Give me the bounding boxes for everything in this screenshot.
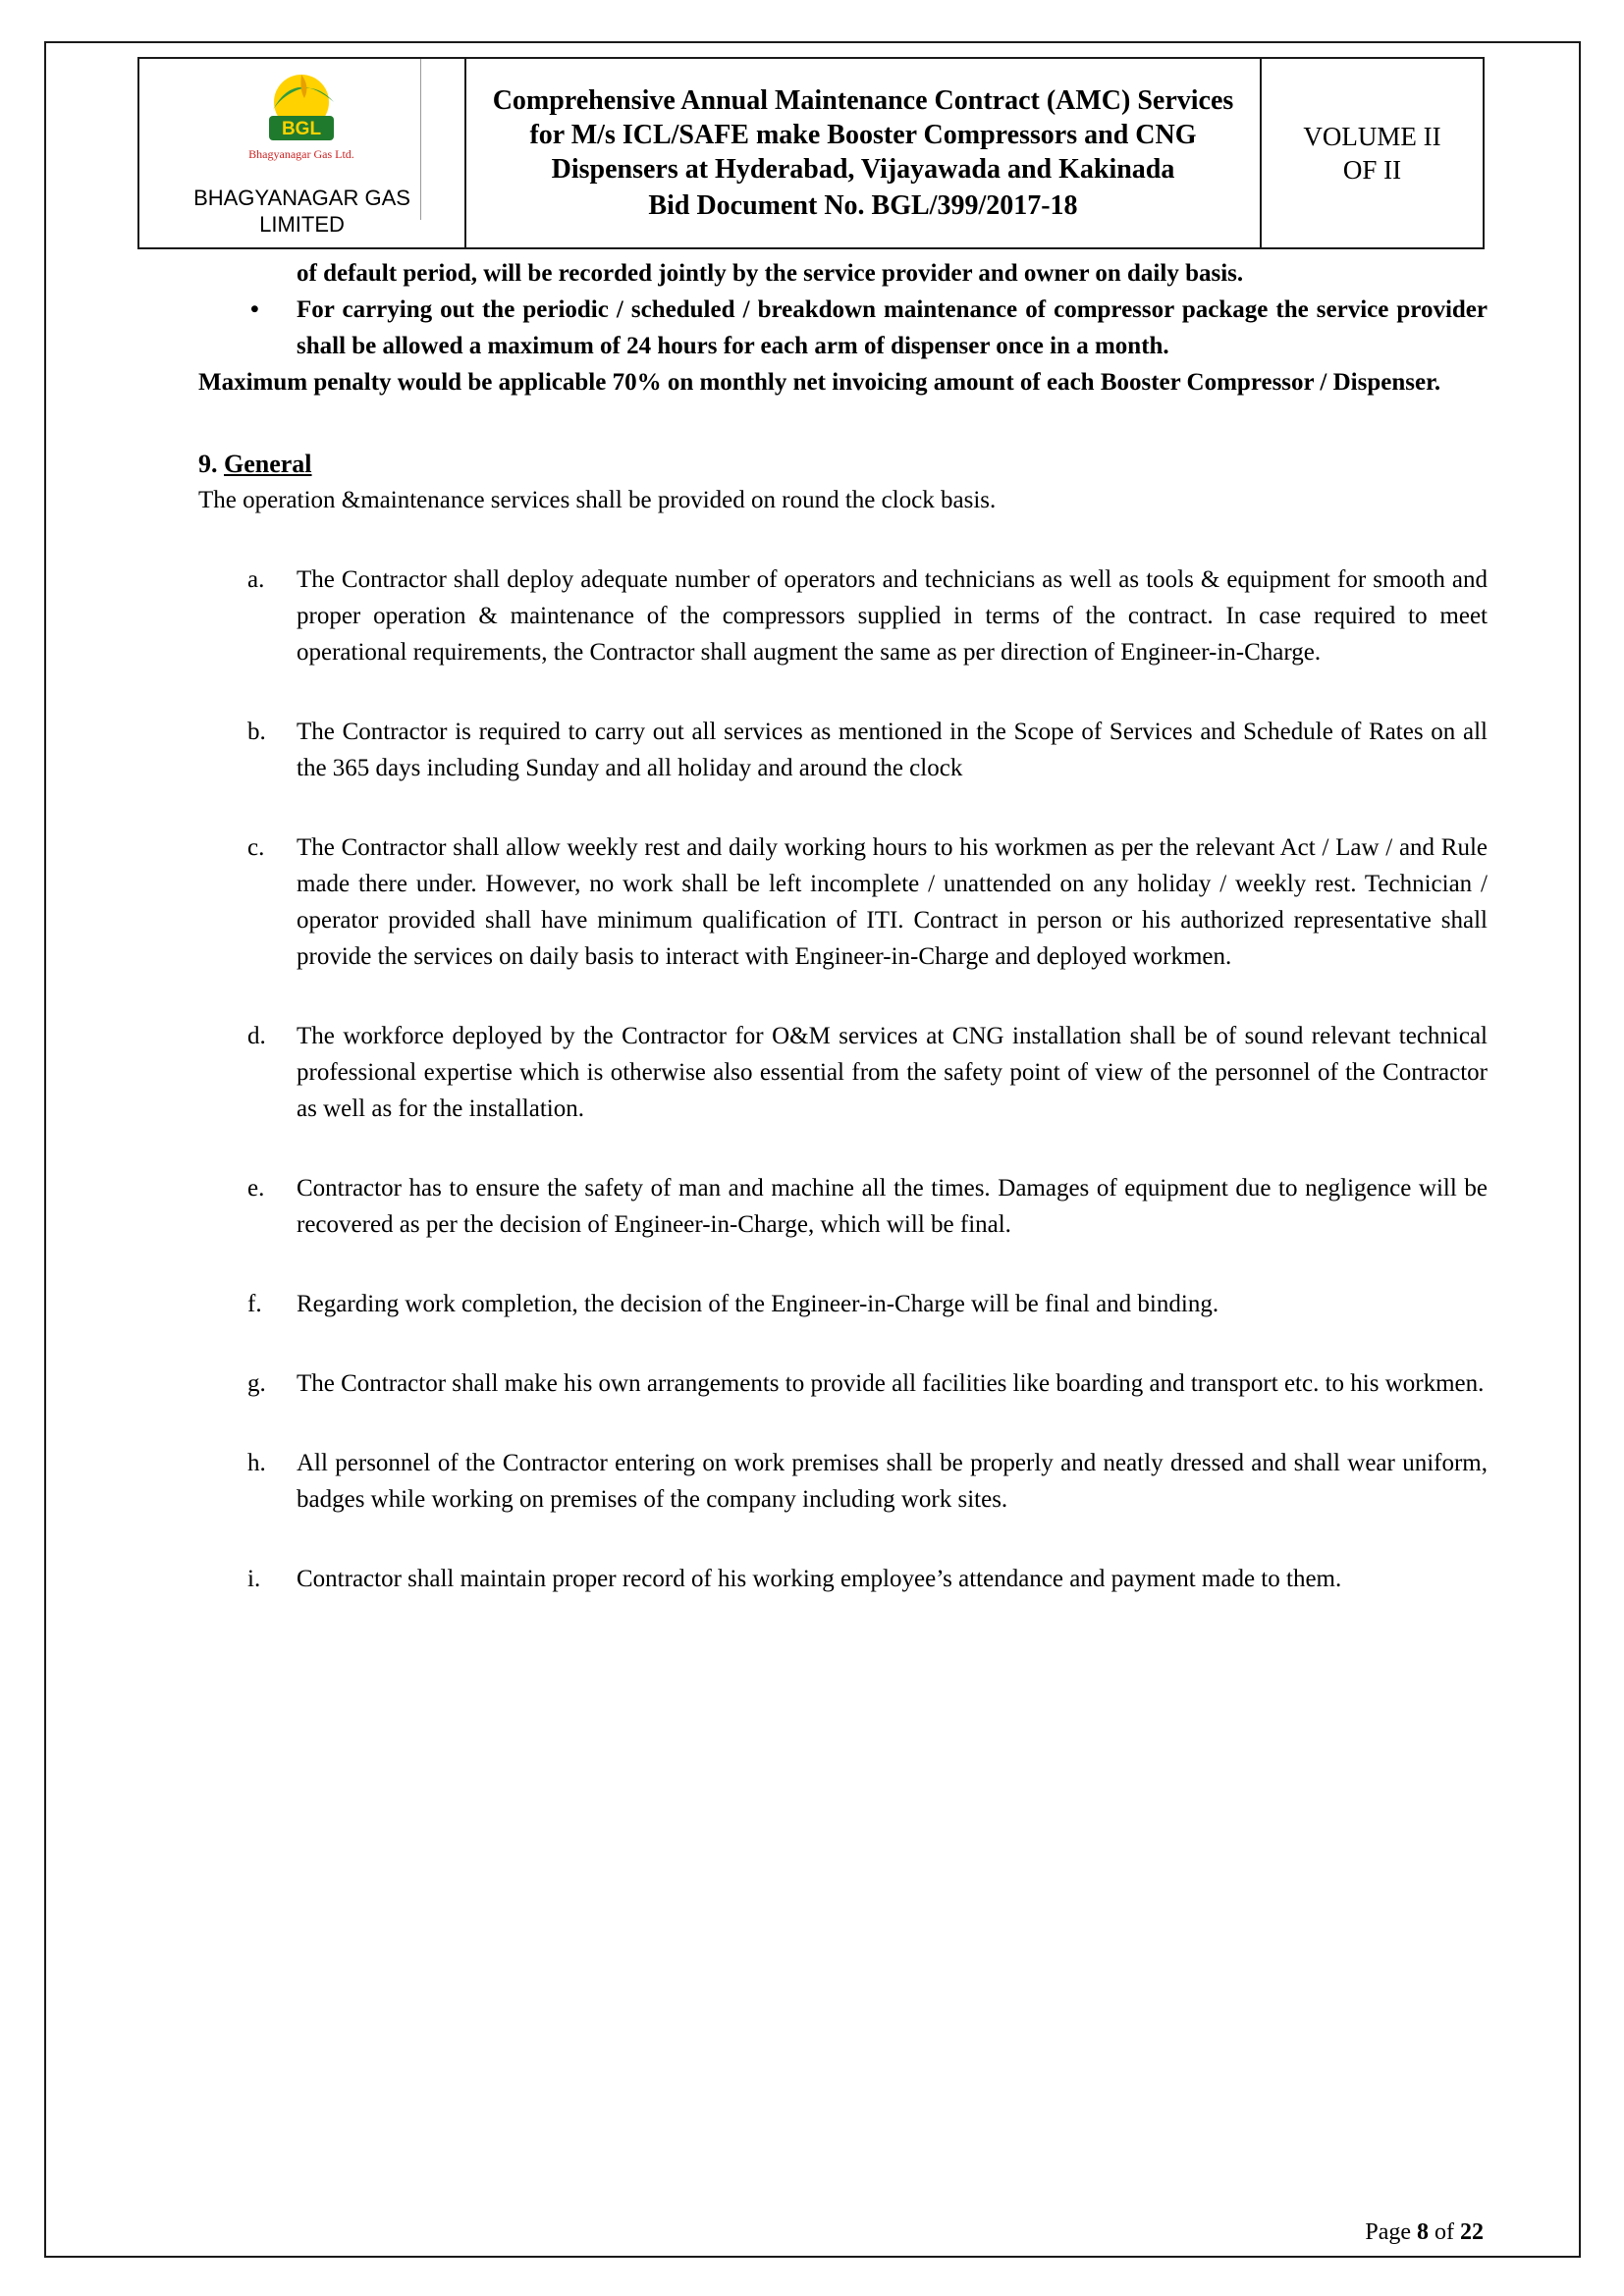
company-name-line2: LIMITED — [259, 212, 345, 237]
list-item-c — [247, 829, 1488, 975]
list-item-f — [247, 1286, 1488, 1322]
section-title: General — [224, 450, 312, 478]
list-text: The Contractor shall allow weekly rest and daily working hours to his workmen as per the relevant Act / Law / and Rule made there under. However, no work shall be left incomplete / unattended on any holiday / weekly rest. Technician / operator provided shall have minimum qualification of ITI. Contract in person or his authorized representative shall provide the services on daily basis to interact with Engineer-in-Charge and deployed workmen. — [297, 834, 1488, 970]
header-table — [137, 57, 1485, 249]
list-text: Contractor has to ensure the safety of man and machine all the times. Damages of equipment due to negligence will be recovered as per the decision of Engineer-in-Charge, which will be final. — [297, 1175, 1488, 1238]
list-letter: g. — [247, 1370, 266, 1397]
list-letter: f. — [247, 1291, 262, 1317]
list-text: Contractor shall maintain proper record of his working employee’s attendance and payment made to them. — [297, 1566, 1342, 1592]
page-footer — [1365, 2219, 1484, 2246]
list-letter: h. — [247, 1450, 266, 1476]
list-item-i — [247, 1561, 1488, 1597]
bid-document-number: Bid Document No. BGL/399/2017-18 — [648, 190, 1078, 221]
page-border — [44, 41, 1581, 2258]
list-text: Regarding work completion, the decision of the Engineer-in-Charge will be final and binding. — [297, 1291, 1219, 1317]
paragraph-continuation: of default period, will be recorded jointly by the service provider and owner on daily basis. — [297, 260, 1244, 287]
page-label: Page — [1365, 2219, 1417, 2245]
total-pages: 22 — [1460, 2219, 1484, 2245]
section-intro: The operation &maintenance services shall be provided on round the clock basis. — [198, 487, 997, 513]
list-letter: d. — [247, 1023, 266, 1049]
volume-line2: OF II — [1342, 155, 1402, 185]
list-text: The Contractor shall deploy adequate number of operators and technicians as well as tools & equipment for smooth and proper operation & maintenance of the compressors supplied in terms of the contract. In case required to meet operational requirements, the Contractor shall augment the same as per direction of Engineer-in-Charge. — [297, 566, 1488, 666]
document-title: Comprehensive Annual Maintenance Contract (AMC) Services for M/s ICL/SAFE make Booster Compressors and CNG Dispensers at Hyderabad, Vijayawada and Kakinada — [492, 85, 1234, 185]
list-text: The workforce deployed by the Contractor for O&M services at CNG installation shall be of sound relevant technical professional expertise which is otherwise also essential from the safety point of view of the personnel of the Contractor as well as for the installation. — [297, 1023, 1488, 1122]
list-text: The Contractor shall make his own arrangements to provide all facilities like boarding and transport etc. to his workmen. — [297, 1370, 1485, 1397]
paragraph-penalty: Maximum penalty would be applicable 70% on monthly net invoicing amount of each Booster Compressor / Dispenser. — [198, 369, 1441, 396]
list-letter: c. — [247, 834, 265, 861]
company-name-line1: BHAGYANAGAR GAS — [193, 186, 410, 210]
of-label: of — [1429, 2219, 1460, 2245]
list-item-a — [247, 561, 1488, 670]
list-letter: a. — [247, 566, 265, 593]
bgl-logo-icon — [245, 67, 358, 177]
page-number: 8 — [1417, 2219, 1429, 2245]
list-text: The Contractor is required to carry out all services as mentioned in the Scope of Services and Schedule of Rates on all the 365 days including Sunday and all holiday and around the clock — [297, 719, 1488, 781]
section-heading — [198, 446, 1488, 482]
logo-acronym: BGL — [281, 119, 322, 139]
list-item-b — [247, 714, 1488, 786]
document-body — [198, 255, 1488, 1597]
list-letter: b. — [247, 719, 266, 745]
bullet-item — [250, 292, 1488, 364]
list-item-h — [247, 1445, 1488, 1518]
company-name — [145, 185, 459, 238]
logo-cell — [138, 58, 465, 248]
bullet-text: For carrying out the periodic / scheduled / breakdown maintenance of compressor package the service provider shall be allowed a maximum of 24 hours for each arm of dispenser once in a month. — [297, 296, 1488, 359]
volume-cell — [1261, 58, 1484, 248]
company-logo — [245, 67, 358, 182]
bullet-marker: • — [250, 296, 259, 323]
list-item-e — [247, 1170, 1488, 1243]
list-item-g — [247, 1365, 1488, 1402]
logo-tagline: Bhagyanagar Gas Ltd. — [248, 147, 354, 161]
volume-line1: VOLUME II — [1303, 122, 1441, 151]
list-item-d — [247, 1018, 1488, 1127]
list-letter: i. — [247, 1566, 261, 1592]
list-letter: e. — [247, 1175, 265, 1201]
logo-cell-divider — [420, 59, 421, 220]
list-text: All personnel of the Contractor entering on work premises shall be properly and neatly dressed and shall wear uniform, badges while working on premises of the company including work sites. — [297, 1450, 1488, 1513]
document-title-cell — [465, 58, 1261, 248]
section-number: 9. — [198, 450, 218, 478]
